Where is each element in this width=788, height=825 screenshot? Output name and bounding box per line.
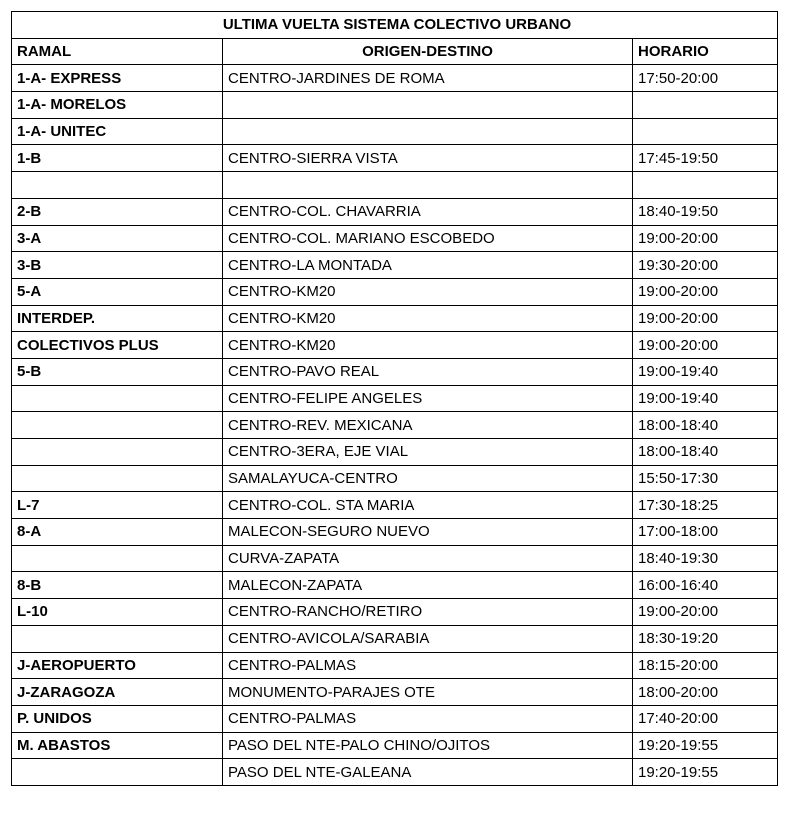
time-cell: 19:00-20:00 <box>633 599 778 626</box>
route-cell <box>223 118 633 145</box>
ramal-cell: M. ABASTOS <box>12 732 223 759</box>
route-cell: CENTRO-KM20 <box>223 305 633 332</box>
ramal-cell <box>12 172 223 199</box>
time-cell: 19:00-20:00 <box>633 332 778 359</box>
table-row <box>12 625 778 652</box>
time-cell <box>633 118 778 145</box>
route-cell: CENTRO-COL. STA MARIA <box>223 492 633 519</box>
header-ramal: RAMAL <box>12 38 223 65</box>
route-cell: CENTRO-KM20 <box>223 278 633 305</box>
table-row <box>12 572 778 599</box>
route-cell: CENTRO-PAVO REAL <box>223 358 633 385</box>
table-row <box>12 599 778 626</box>
table-row <box>12 145 778 172</box>
route-cell: CENTRO-REV. MEXICANA <box>223 412 633 439</box>
table-row <box>12 198 778 225</box>
table-row <box>12 385 778 412</box>
time-cell: 16:00-16:40 <box>633 572 778 599</box>
route-cell: CENTRO-PALMAS <box>223 652 633 679</box>
time-cell: 18:30-19:20 <box>633 625 778 652</box>
ramal-cell: J-AEROPUERTO <box>12 652 223 679</box>
ramal-cell: 1-A- UNITEC <box>12 118 223 145</box>
ramal-cell: 1-A- MORELOS <box>12 92 223 119</box>
ramal-cell: 1-A- EXPRESS <box>12 65 223 92</box>
ramal-cell <box>12 759 223 786</box>
table-row <box>12 305 778 332</box>
route-cell: SAMALAYUCA-CENTRO <box>223 465 633 492</box>
schedule-body <box>12 65 778 786</box>
ramal-cell: INTERDEP. <box>12 305 223 332</box>
route-cell: PASO DEL NTE-PALO CHINO/OJITOS <box>223 732 633 759</box>
route-cell: CENTRO-SIERRA VISTA <box>223 145 633 172</box>
schedule-table <box>11 11 778 786</box>
table-row <box>12 679 778 706</box>
ramal-cell: 5-B <box>12 358 223 385</box>
route-cell <box>223 172 633 199</box>
table-row <box>12 732 778 759</box>
ramal-cell: 8-B <box>12 572 223 599</box>
title-row <box>12 12 778 39</box>
time-cell: 17:45-19:50 <box>633 145 778 172</box>
table-row <box>12 92 778 119</box>
header-horario: HORARIO <box>633 38 778 65</box>
ramal-cell: COLECTIVOS PLUS <box>12 332 223 359</box>
table-row <box>12 519 778 546</box>
table-row <box>12 172 778 199</box>
time-cell: 15:50-17:30 <box>633 465 778 492</box>
route-cell: PASO DEL NTE-GALEANA <box>223 759 633 786</box>
ramal-cell <box>12 385 223 412</box>
time-cell: 18:00-18:40 <box>633 439 778 466</box>
route-cell: CENTRO-COL. MARIANO ESCOBEDO <box>223 225 633 252</box>
ramal-cell: 3-B <box>12 252 223 279</box>
time-cell: 19:20-19:55 <box>633 759 778 786</box>
time-cell: 17:50-20:00 <box>633 65 778 92</box>
table-row <box>12 545 778 572</box>
table-row <box>12 358 778 385</box>
route-cell: CENTRO-LA MONTADA <box>223 252 633 279</box>
ramal-cell: 1-B <box>12 145 223 172</box>
route-cell: CENTRO-PALMAS <box>223 705 633 732</box>
route-cell <box>223 92 633 119</box>
route-cell: CENTRO-RANCHO/RETIRO <box>223 599 633 626</box>
ramal-cell: 5-A <box>12 278 223 305</box>
ramal-cell <box>12 545 223 572</box>
time-cell <box>633 172 778 199</box>
time-cell <box>633 92 778 119</box>
time-cell: 18:15-20:00 <box>633 652 778 679</box>
ramal-cell: J-ZARAGOZA <box>12 679 223 706</box>
ramal-cell <box>12 412 223 439</box>
ramal-cell: 8-A <box>12 519 223 546</box>
route-cell: CENTRO-JARDINES DE ROMA <box>223 65 633 92</box>
ramal-cell <box>12 465 223 492</box>
time-cell: 19:00-19:40 <box>633 385 778 412</box>
ramal-cell: 3-A <box>12 225 223 252</box>
table-row <box>12 225 778 252</box>
time-cell: 19:20-19:55 <box>633 732 778 759</box>
route-cell: CENTRO-FELIPE ANGELES <box>223 385 633 412</box>
time-cell: 19:00-20:00 <box>633 225 778 252</box>
table-row <box>12 278 778 305</box>
ramal-cell: L-10 <box>12 599 223 626</box>
time-cell: 18:40-19:50 <box>633 198 778 225</box>
ramal-cell: 2-B <box>12 198 223 225</box>
table-row <box>12 332 778 359</box>
table-row <box>12 492 778 519</box>
header-row <box>12 38 778 65</box>
time-cell: 17:40-20:00 <box>633 705 778 732</box>
route-cell: CENTRO-COL. CHAVARRIA <box>223 198 633 225</box>
time-cell: 17:00-18:00 <box>633 519 778 546</box>
table-row <box>12 465 778 492</box>
route-cell: CURVA-ZAPATA <box>223 545 633 572</box>
ramal-cell: L-7 <box>12 492 223 519</box>
ramal-cell <box>12 439 223 466</box>
table-row <box>12 65 778 92</box>
table-row <box>12 252 778 279</box>
route-cell: MALECON-SEGURO NUEVO <box>223 519 633 546</box>
table-row <box>12 439 778 466</box>
route-cell: CENTRO-AVICOLA/SARABIA <box>223 625 633 652</box>
route-cell: CENTRO-KM20 <box>223 332 633 359</box>
time-cell: 19:30-20:00 <box>633 252 778 279</box>
table-row <box>12 759 778 786</box>
route-cell: MALECON-ZAPATA <box>223 572 633 599</box>
route-cell: MONUMENTO-PARAJES OTE <box>223 679 633 706</box>
table-row <box>12 652 778 679</box>
time-cell: 18:00-18:40 <box>633 412 778 439</box>
time-cell: 18:40-19:30 <box>633 545 778 572</box>
table-row <box>12 705 778 732</box>
time-cell: 19:00-20:00 <box>633 278 778 305</box>
route-cell: CENTRO-3ERA, EJE VIAL <box>223 439 633 466</box>
table-row <box>12 118 778 145</box>
table-row <box>12 412 778 439</box>
time-cell: 17:30-18:25 <box>633 492 778 519</box>
time-cell: 19:00-19:40 <box>633 358 778 385</box>
time-cell: 19:00-20:00 <box>633 305 778 332</box>
ramal-cell <box>12 625 223 652</box>
header-origen-destino: ORIGEN-DESTINO <box>223 38 633 65</box>
time-cell: 18:00-20:00 <box>633 679 778 706</box>
ramal-cell: P. UNIDOS <box>12 705 223 732</box>
table-title: ULTIMA VUELTA SISTEMA COLECTIVO URBANO <box>12 12 778 39</box>
